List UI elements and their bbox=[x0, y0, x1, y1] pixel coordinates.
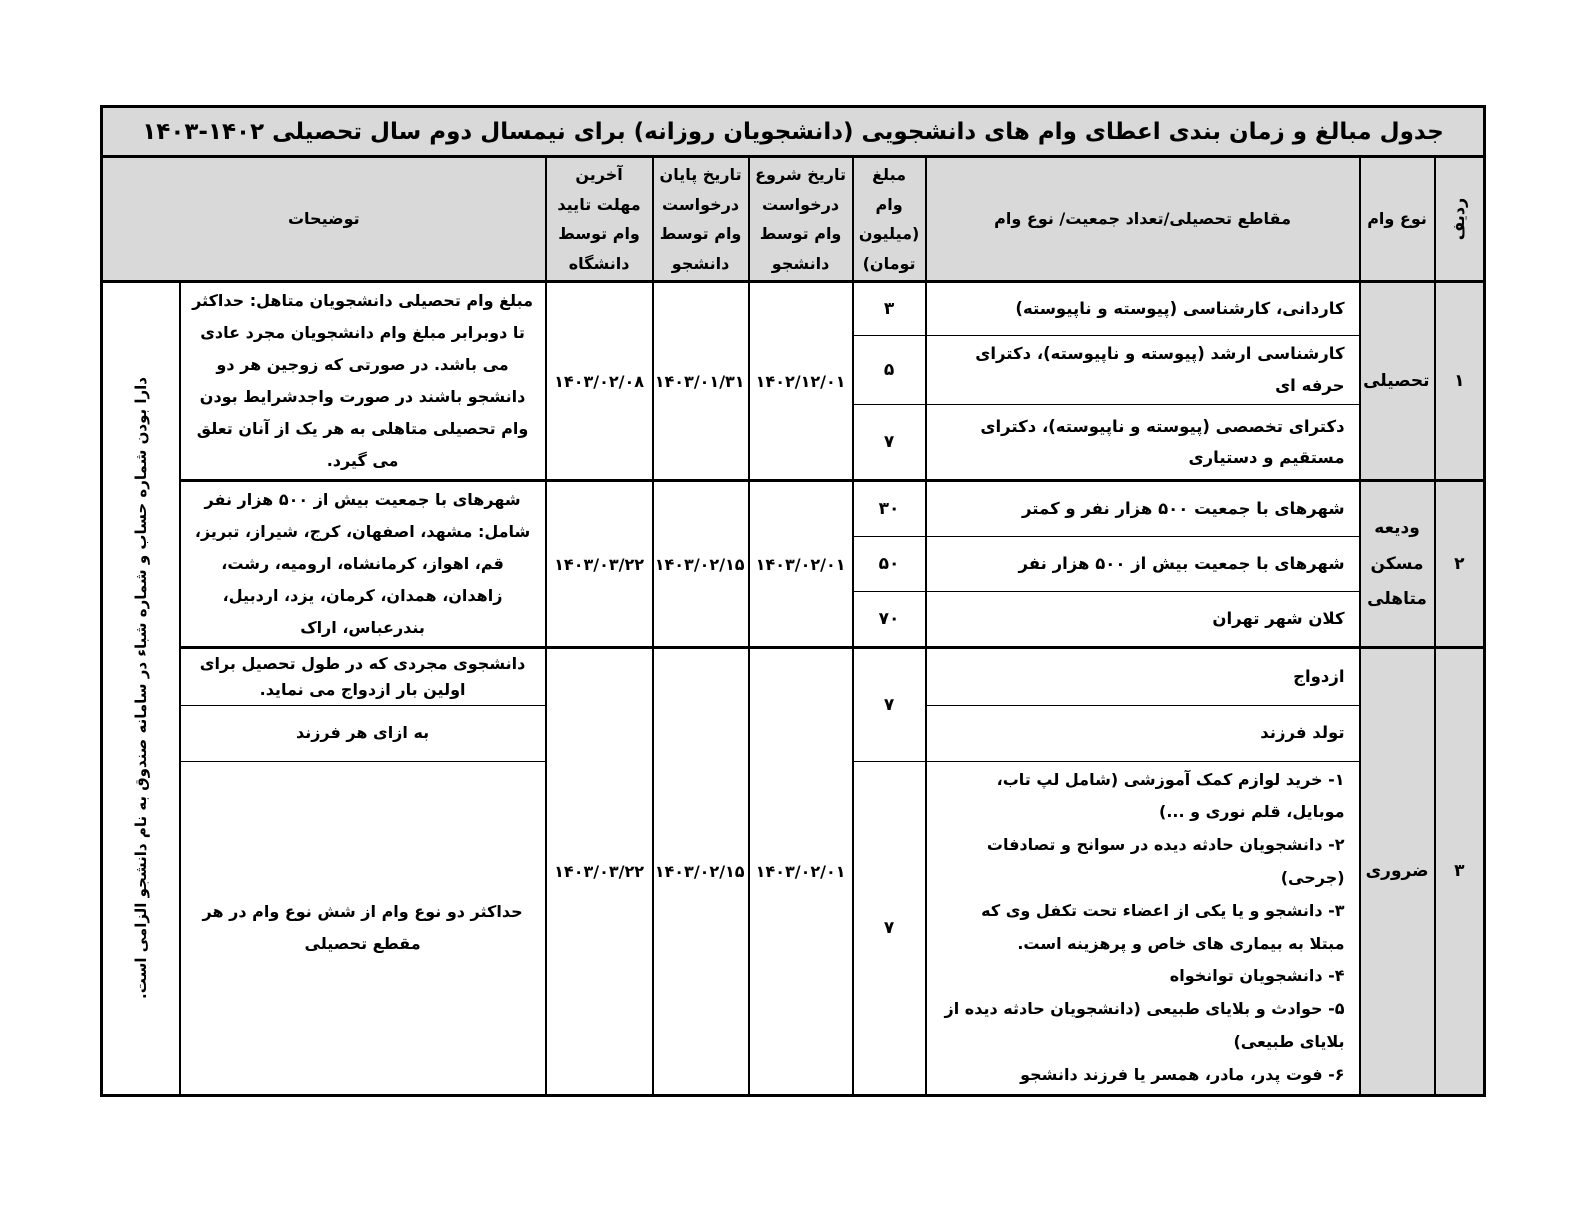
side-requirement-note: دارا بودن شماره حساب و شماره شباء در سامانه صندوق به نام دانشجو الزامی است. bbox=[102, 282, 180, 1095]
emergency-list-item: ۴- دانشجویان توانخواه bbox=[1169, 966, 1345, 986]
table-title-row bbox=[102, 107, 1485, 157]
loan-schedule-document bbox=[100, 105, 1486, 1097]
emergency-list-item: ۶- فوت پدر، مادر، همسر یا فرزند دانشجو bbox=[1020, 1064, 1345, 1084]
column-header-category: مقاطع تحصیلی/تعداد جمعیت/ نوع وام bbox=[926, 157, 1360, 282]
request-end-date: ۱۴۰۳/۰۲/۱۵ bbox=[653, 481, 749, 648]
amount-cell: ۷۰ bbox=[853, 591, 926, 648]
emergency-list-item: ۵- حوادث و بلایای طبیعی (دانشجویان حادثه دیده از بلایای طبیعی) bbox=[944, 999, 1345, 1051]
amount-cell: ۳۰ bbox=[853, 481, 926, 536]
request-start-date: ۱۴۰۳/۰۲/۰۱ bbox=[749, 481, 853, 648]
emergency-list-item: ۳- دانشجو و یا یکی از اعضاء تحت تکفل وی که مبتلا به بیماری های خاص و پرهزینه است. bbox=[981, 900, 1345, 953]
request-start-date: ۱۴۰۳/۰۲/۰۱ bbox=[749, 648, 853, 1095]
amount-cell: ۵۰ bbox=[853, 536, 926, 591]
page-title: جدول مبالغ و زمان بندی اعطای وام های دانشجویی (دانشجویان روزانه) برای نیمسال دوم سال تحصیلی ۱۴۰۲-۱۴۰۳ bbox=[102, 107, 1485, 157]
table-row bbox=[102, 481, 1485, 536]
notes-cell: شهرهای با جمعیت بیش از ۵۰۰ هزار نفر شامل: مشهد، اصفهان، کرج، شیراز، تبریز، قم، اهواز، کرمانشاه، ارومیه، رشت، زاهدان، همدان، کرمان، یزد، اردبیل، بندرعباس، اراک bbox=[180, 481, 546, 648]
column-header-request-end: تاریخ پایان درخواست وام توسط دانشجو bbox=[653, 157, 749, 282]
notes-cell-marriage: دانشجوی مجردی که در طول تحصیل برای اولین بار ازدواج می نماید. bbox=[180, 648, 546, 705]
amount-cell: ۷ bbox=[853, 404, 926, 481]
column-header-loan-type: نوع وام bbox=[1360, 157, 1435, 282]
loan-type-education: تحصیلی bbox=[1360, 282, 1435, 481]
category-cell: شهرهای با جمعیت بیش از ۵۰۰ هزار نفر bbox=[926, 536, 1360, 591]
category-cell: کارشناسی ارشد (پیوسته و ناپیوسته)، دکترای حرفه ای bbox=[926, 335, 1360, 404]
row-number: ۲ bbox=[1435, 481, 1485, 648]
category-cell-marriage: ازدواج bbox=[926, 648, 1360, 705]
category-cell: کاردانی، کارشناسی (پیوسته و ناپیوسته) bbox=[926, 282, 1360, 335]
amount-cell: ۷ bbox=[853, 648, 926, 761]
emergency-list-item: ۲- دانشجویان حادثه دیده در سوانح و تصادفات (جرحی) bbox=[986, 835, 1345, 887]
row-number: ۱ bbox=[1435, 282, 1485, 481]
category-cell-childbirth: تولد فرزند bbox=[926, 705, 1360, 761]
category-cell: شهرهای با جمعیت ۵۰۰ هزار نفر و کمتر bbox=[926, 481, 1360, 536]
emergency-list-item: ۱- خرید لوازم کمک آموزشی (شامل لپ تاب، موبایل، قلم نوری و ...) bbox=[996, 769, 1345, 822]
request-start-date: ۱۴۰۲/۱۲/۰۱ bbox=[749, 282, 853, 481]
amount-cell: ۷ bbox=[853, 761, 926, 1095]
table-row bbox=[102, 648, 1485, 705]
category-cell: دکترای تخصصی (پیوسته و ناپیوسته)، دکترای مستقیم و دستیاری bbox=[926, 404, 1360, 481]
loan-type-emergency: ضروری bbox=[1360, 648, 1435, 1095]
request-end-date: ۱۴۰۳/۰۱/۳۱ bbox=[653, 282, 749, 481]
row-number: ۳ bbox=[1435, 648, 1485, 1095]
category-cell: کلان شهر تهران bbox=[926, 591, 1360, 648]
column-header-notes: توضیحات bbox=[102, 157, 546, 282]
approval-deadline-date: ۱۴۰۳/۰۳/۲۲ bbox=[546, 481, 653, 648]
approval-deadline-date: ۱۴۰۳/۰۲/۰۸ bbox=[546, 282, 653, 481]
notes-cell-childbirth: به ازای هر فرزند bbox=[180, 705, 546, 761]
loan-type-housing: ودیعه مسکن متاهلی bbox=[1360, 481, 1435, 648]
notes-cell-emergency: حداکثر دو نوع وام از شش نوع وام در هر مقطع تحصیلی bbox=[180, 761, 546, 1095]
amount-cell: ۳ bbox=[853, 282, 926, 335]
loan-schedule-table bbox=[100, 105, 1486, 1097]
column-header-row-number: ردیف bbox=[1435, 157, 1485, 282]
table-header-row bbox=[102, 157, 1485, 282]
table-row bbox=[102, 282, 1485, 335]
column-header-request-start: تاریخ شروع درخواست وام توسط دانشجو bbox=[749, 157, 853, 282]
column-header-approval-deadline: آخرین مهلت تایید وام توسط دانشگاه bbox=[546, 157, 653, 282]
notes-cell: مبلغ وام تحصیلی دانشجویان متاهل: حداکثر تا دوبرابر مبلغ وام دانشجویان مجرد عادی می باشد. در صورتی که زوجین هر دو دانشجو باشند در صورت واجدشرایط بودن وام تحصیلی متاهلی به هر یک از آنان تعلق می گیرد. bbox=[180, 282, 546, 481]
column-header-amount: مبلغ وام (میلیون تومان) bbox=[853, 157, 926, 282]
category-cell-emergency-list bbox=[926, 761, 1360, 1095]
amount-cell: ۵ bbox=[853, 335, 926, 404]
approval-deadline-date: ۱۴۰۳/۰۳/۲۲ bbox=[546, 648, 653, 1095]
request-end-date: ۱۴۰۳/۰۲/۱۵ bbox=[653, 648, 749, 1095]
